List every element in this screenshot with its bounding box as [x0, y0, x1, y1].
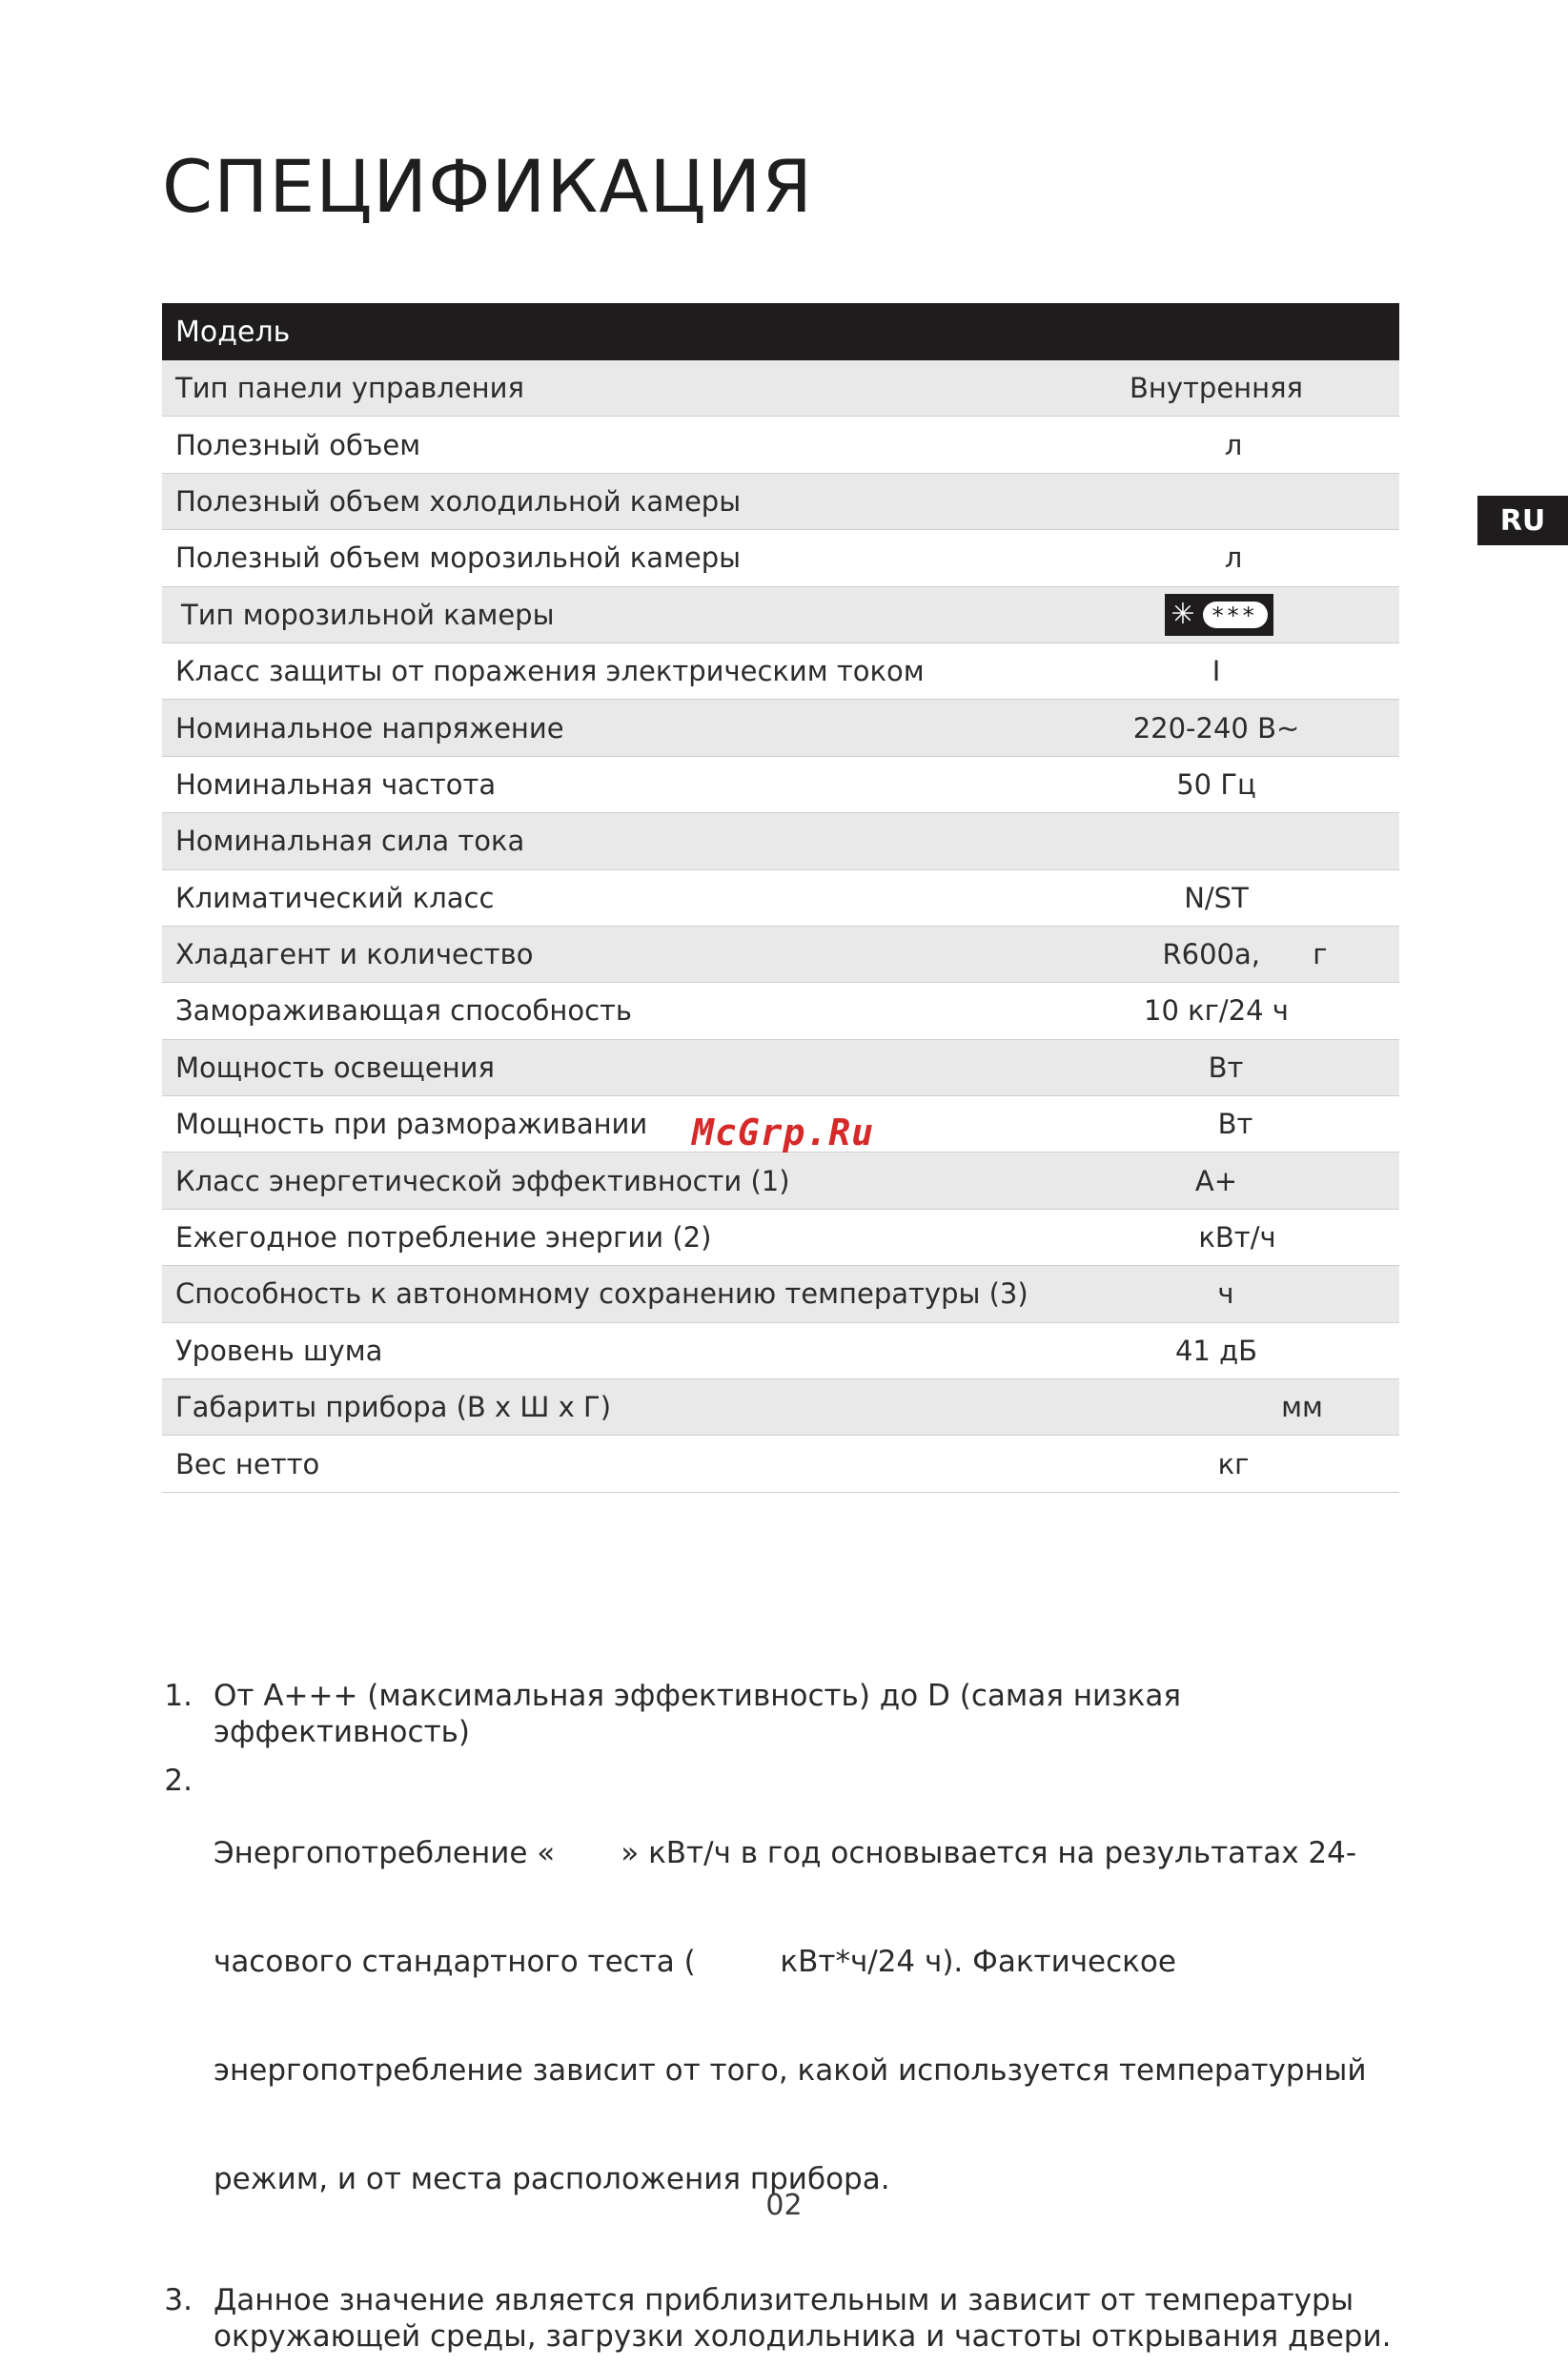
page-title: СПЕЦИФИКАЦИЯ — [162, 144, 813, 229]
spec-row-energy-class — [162, 1153, 1399, 1209]
spec-label: Способность к автономному сохранению температуры (3) — [175, 1277, 1028, 1311]
spec-row-frequency — [162, 757, 1399, 813]
spec-label: Хладагент и количество — [175, 938, 534, 971]
spec-value: л — [1224, 541, 1243, 575]
footnote-text — [193, 1678, 1409, 1750]
language-badge: RU — [1477, 496, 1568, 545]
spec-rows — [162, 360, 1399, 1493]
footnote-line: Энергопотребление « » кВт/ч в год основывается на результатах 24- — [214, 1836, 1357, 1870]
footnote-text — [193, 2282, 1409, 2355]
spec-label: Мощность освещения — [175, 1051, 495, 1084]
footnote-number: 3. — [164, 2283, 193, 2317]
spec-label: Ежегодное потребление энергии (2) — [175, 1221, 712, 1255]
spec-row-annual-energy — [162, 1210, 1399, 1266]
spec-value: 41 дБ — [1174, 1334, 1258, 1367]
spec-row-control-panel — [162, 360, 1399, 417]
spec-value: ч — [1217, 1277, 1234, 1311]
spec-value: кг — [1217, 1447, 1250, 1480]
spec-table — [162, 303, 1399, 1493]
footnote-line: От А+++ (максимальная эффективность) до D (самая низкая — [214, 1679, 1182, 1713]
spec-value: R600a, г — [1162, 938, 1328, 971]
spec-row-current — [162, 813, 1399, 869]
footnote-line: Данное значение является приблизительным и зависит от температуры — [214, 2283, 1354, 2317]
spec-value — [1039, 594, 1399, 636]
footnotes — [141, 1678, 1409, 2367]
spec-label: Номинальная сила тока — [175, 825, 525, 858]
spec-value: Вт — [1217, 1108, 1253, 1141]
spec-label: Мощность при размораживании — [175, 1108, 648, 1141]
spec-row-light-power — [162, 1040, 1399, 1096]
spec-label: Вес нетто — [175, 1447, 320, 1480]
spec-row-protection-class — [162, 643, 1399, 700]
spec-value: Вт — [1208, 1051, 1244, 1084]
spec-label: Полезный объем холодильной камеры — [175, 484, 742, 518]
spec-row-refrigerant — [162, 927, 1399, 983]
spec-value: л — [1224, 428, 1243, 461]
spec-value: Внутренняя — [1130, 372, 1303, 405]
spec-table-header: Модель — [162, 303, 1399, 360]
watermark: McGrp.Ru — [692, 1112, 875, 1153]
footnote-line: режим, и от места расположения прибора. — [214, 2162, 890, 2196]
snowflake-icon: ✳ — [1171, 597, 1195, 631]
spec-row-dimensions — [162, 1379, 1399, 1436]
spec-row-climate-class — [162, 870, 1399, 927]
spec-label: Уровень шума — [175, 1334, 383, 1367]
spec-value: мм — [1281, 1391, 1323, 1424]
spec-row-autonomy — [162, 1266, 1399, 1322]
footnote-line: окружающей среды, загрузки холодильника и частоты открывания двери. — [214, 2319, 1392, 2354]
spec-value: 50 Гц — [1176, 767, 1256, 801]
page-number: 02 — [765, 2189, 803, 2222]
spec-label: Полезный объем морозильной камеры — [175, 541, 742, 575]
spec-label: Замораживающая способность — [175, 994, 633, 1028]
footnote-number: 2. — [164, 1764, 193, 1798]
spec-row-total-volume — [162, 417, 1399, 473]
spec-label: Класс энергетической эффективности (1) — [175, 1164, 790, 1197]
spec-label: Климатический класс — [175, 881, 495, 914]
freezer-three-star-icon — [1165, 594, 1273, 636]
spec-value: 10 кг/24 ч — [1144, 994, 1289, 1028]
spec-value: 220-240 В~ — [1132, 711, 1300, 745]
footnote-line: энергопотребление зависит от того, какой используется температурный — [214, 2053, 1367, 2088]
footnote-line: часового стандартного теста ( кВт*ч/24 ч). Фактическое — [214, 1945, 1176, 1979]
spec-row-freezer-volume — [162, 530, 1399, 586]
spec-label: Номинальная частота — [175, 767, 497, 801]
spec-label: Габариты прибора (В х Ш х Г) — [175, 1391, 612, 1424]
spec-row-fridge-volume — [162, 474, 1399, 530]
footnote — [141, 2282, 1409, 2355]
spec-label: Класс защиты от поражения электрическим током — [175, 655, 925, 688]
spec-label: Тип морозильной камеры — [181, 598, 555, 631]
spec-row-net-weight — [162, 1436, 1399, 1492]
spec-row-noise — [162, 1323, 1399, 1379]
footnote — [141, 1678, 1409, 1750]
spec-value: А+ — [1194, 1164, 1238, 1197]
spec-row-freezer-type — [162, 587, 1399, 643]
spec-value: кВт/ч — [1198, 1221, 1276, 1255]
footnote-line: эффективность) — [214, 1715, 470, 1749]
spec-value: I — [1212, 655, 1221, 688]
spec-label: Полезный объем — [175, 428, 421, 461]
spec-label: Номинальное напряжение — [175, 711, 564, 745]
spec-row-voltage — [162, 700, 1399, 756]
spec-value: N/ST — [1184, 881, 1249, 914]
spec-row-freezing-capacity — [162, 983, 1399, 1039]
spec-label: Тип панели управления — [175, 372, 524, 405]
stars-icon: *** — [1203, 602, 1268, 628]
footnote-number: 1. — [164, 1679, 193, 1713]
